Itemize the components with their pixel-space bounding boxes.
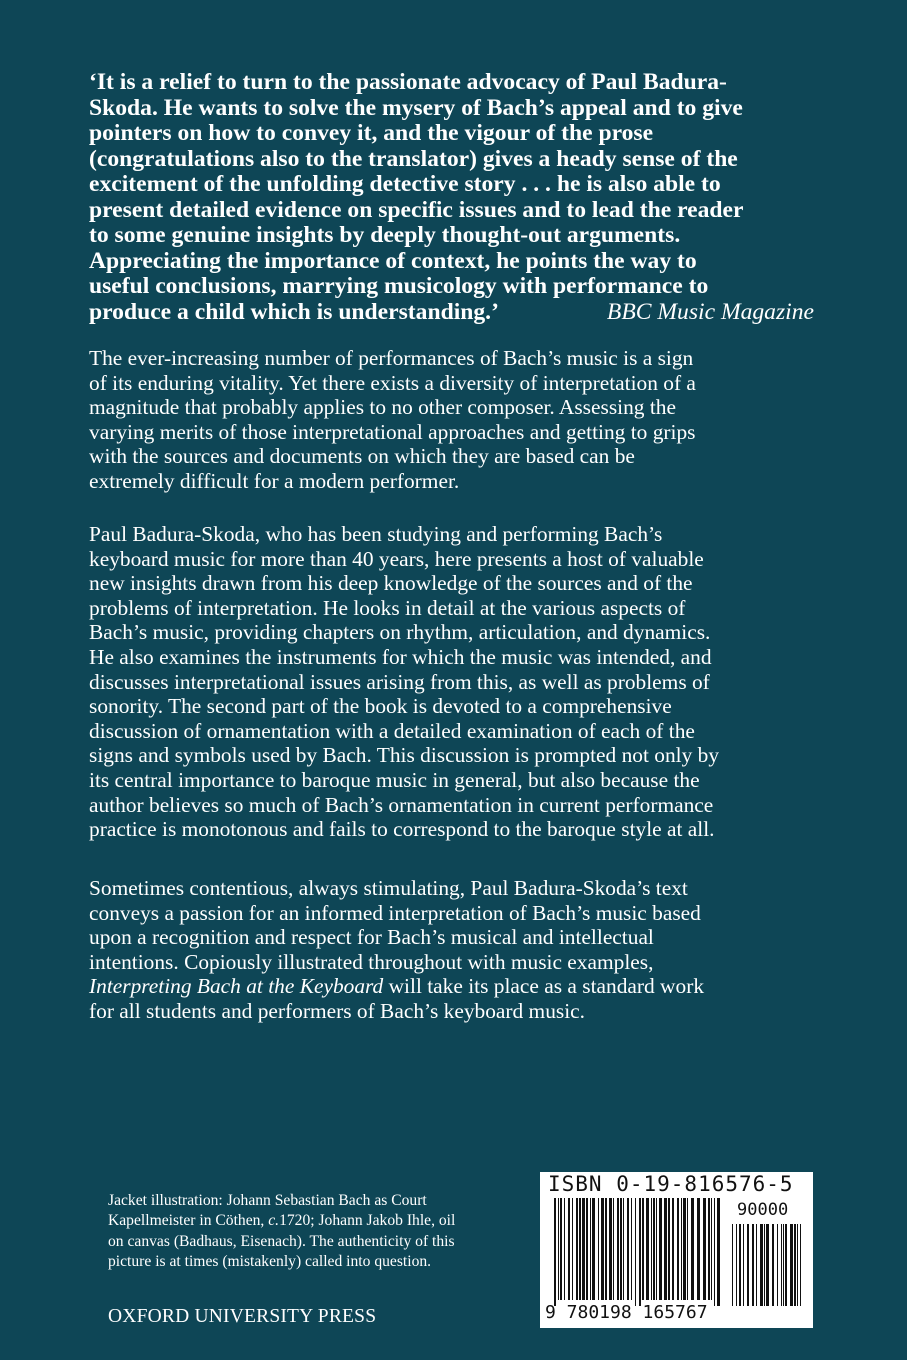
barcode-bar	[711, 1198, 712, 1300]
barcode-bar	[572, 1198, 573, 1300]
barcode-bar	[617, 1198, 619, 1300]
paragraph-line: author believes so much of Bach’s ornamentation in current performance	[89, 792, 714, 817]
book-title: Interpreting Bach at the Keyboard	[89, 974, 384, 999]
barcode-bar	[677, 1198, 679, 1300]
barcode-bar	[586, 1198, 588, 1300]
barcode-bar	[564, 1198, 565, 1300]
barcode-addon-bar	[783, 1224, 784, 1306]
barcode-bar	[620, 1198, 622, 1300]
paragraph-line: Sometimes contentious, always stimulating, Paul Badura-Skoda’s text	[89, 876, 688, 900]
barcode-bar	[646, 1198, 649, 1300]
paragraph-line: The ever-increasing number of performances of Bach’s music is a sign	[89, 346, 694, 370]
barcode-bar	[714, 1198, 715, 1306]
credit-text: Kapellmeister in Cöthen,	[108, 1212, 269, 1230]
quote-line: (congratulations also to the translator) gives a heady sense of the	[89, 145, 738, 172]
barcode-addon-bar	[800, 1224, 801, 1306]
quote-line: useful conclusions, marrying musicology with performance to	[89, 273, 709, 299]
paragraph-line: new insights drawn from his deep knowledge of the sources and of the	[89, 571, 693, 596]
barcode-bar	[568, 1198, 570, 1300]
paragraph-line: with the sources and documents on which they are based can be	[89, 444, 635, 469]
paragraph-line: of its enduring vitality. Yet there exists a diversity of interpretation of a	[89, 370, 696, 395]
barcode-bar	[642, 1198, 644, 1300]
barcode-bar	[590, 1198, 591, 1300]
price-code: 90000	[737, 1200, 789, 1220]
credit-line: Jacket illustration: Johann Sebastian Bach as Court	[108, 1192, 427, 1209]
paragraph-line: varying merits of those interpretational approaches and getting to grips	[89, 419, 696, 444]
barcode-addon-bar	[785, 1224, 787, 1306]
paragraph-line: signs and symbols used by Bach. This discussion is prompted not only by	[89, 743, 720, 768]
barcode-bar	[672, 1198, 674, 1300]
barcode-bar	[668, 1198, 670, 1300]
circa-abbrev: c.	[268, 1212, 280, 1230]
barcode-bar	[576, 1198, 578, 1300]
barcode-bar	[659, 1198, 662, 1300]
jacket-illustration-credit	[108, 1191, 528, 1273]
barcode-bar	[703, 1198, 706, 1300]
barcode-bar	[681, 1198, 682, 1300]
quote-line: present detailed evidence on specific issues and to lead the reader	[89, 196, 744, 223]
quote-line: ‘It is a relief to turn to the passionate advocacy of Paul Badura-	[89, 69, 727, 95]
paragraph-line: its central importance to baroque music in general, but also because the	[89, 767, 700, 792]
barcode-bar	[635, 1198, 636, 1306]
barcode-bar	[639, 1198, 641, 1306]
paragraph-line: keyboard music for more than 40 years, here presents a host of valuable	[89, 546, 704, 571]
barcode-bar	[601, 1198, 604, 1300]
barcode-bar	[598, 1198, 599, 1300]
isbn-number: ISBN 0-19-816576-5	[548, 1172, 794, 1196]
barcode-bar	[653, 1198, 655, 1300]
quote-line: Appreciating the importance of context, he points the way to	[89, 247, 697, 274]
barcode-bar	[651, 1198, 652, 1300]
barcode-addon-bar	[764, 1224, 765, 1306]
paragraph-text: will take its place as a standard work	[383, 974, 705, 999]
credit-text: 1720; Johann Jakob Ihle, oil	[279, 1212, 456, 1230]
barcode-bar	[560, 1198, 562, 1300]
paragraph-line-with-title	[89, 974, 829, 999]
barcode-bar	[582, 1198, 585, 1300]
paragraph-line: intentions. Copiously illustrated throughout with music examples,	[89, 949, 654, 974]
quote-line: excitement of the unfolding detective story . . . he is also able to	[89, 171, 721, 197]
credit-line: on canvas (Badhaus, Eisenach). The authenticity of this	[108, 1232, 455, 1250]
barcode-addon-bar	[756, 1224, 757, 1306]
paragraph-line: for all students and performers of Bach’s keyboard music.	[89, 998, 586, 1023]
paragraph-line: extremely difficult for a modern performer.	[89, 468, 460, 493]
barcode-bar	[717, 1198, 720, 1306]
barcode-addon-bar	[781, 1224, 782, 1306]
quote-source: BBC Music Magazine	[606, 298, 814, 325]
barcode-bar	[558, 1198, 559, 1300]
paragraph-line: problems of interpretation. He looks in detail at the various aspects of	[89, 595, 686, 620]
paragraph-line: discussion of ornamentation with a detailed examination of each of the	[89, 718, 695, 743]
barcode-addon-bar	[743, 1224, 744, 1306]
barcode-bar	[554, 1198, 556, 1306]
isbn-barcode	[540, 1172, 813, 1328]
description-paragraph-1	[89, 346, 829, 494]
barcode-bar	[687, 1198, 688, 1300]
barcode-bar	[664, 1198, 667, 1300]
barcode-addon-bar	[739, 1224, 741, 1306]
paragraph-line: conveys a passion for an informed interpretation of Bach’s music based	[89, 900, 701, 925]
description-paragraph-2	[89, 522, 829, 842]
quote-line-last	[89, 300, 829, 326]
barcode-addon-bar	[797, 1224, 798, 1306]
barcode-addon-bar	[752, 1224, 754, 1306]
quote-line: Skoda. He wants to solve the mysery of Bach’s appeal and to give	[89, 94, 743, 121]
barcode-bar	[592, 1198, 595, 1300]
quote-line: produce a child which is understanding.’	[89, 298, 499, 325]
barcode-bar	[605, 1198, 607, 1300]
paragraph-line: Bach’s music, providing chapters on rhythm, articulation, and dynamics.	[89, 620, 711, 645]
quote-line: to some genuine insights by deeply thought-out arguments.	[89, 222, 681, 248]
barcode-bar	[697, 1198, 700, 1300]
credit-line: picture is at times (mistakenly) called into question.	[108, 1253, 432, 1271]
quote-line: pointers on how to convey it, and the vigour of the prose	[89, 120, 654, 146]
barcode-addon-bar	[732, 1224, 733, 1306]
barcode-bar	[683, 1198, 686, 1300]
barcode-bar	[627, 1198, 629, 1300]
barcode-bar	[623, 1198, 624, 1300]
barcode-addon-bar	[777, 1224, 778, 1306]
barcode-bar	[613, 1198, 614, 1300]
paragraph-line: discusses interpretational issues arising from this, as well as problems of	[89, 669, 710, 694]
barcode-addon-bar	[736, 1224, 737, 1306]
paragraph-line: magnitude that probably applies to no other composer. Assessing the	[89, 395, 676, 420]
paragraph-line: practice is monotonous and fails to correspond to the baroque style at all.	[89, 817, 715, 842]
barcode-bar	[631, 1198, 632, 1300]
barcode-addon-bar	[760, 1224, 763, 1306]
barcode-bar	[708, 1198, 710, 1300]
barcode-bar	[609, 1198, 612, 1300]
barcode-bar	[691, 1198, 694, 1300]
ean-number: 9 780198 165767	[545, 1302, 708, 1323]
barcode-addon-bar	[794, 1224, 796, 1306]
paragraph-line: sonority. The second part of the book is devoted to a comprehensive	[89, 694, 672, 719]
paragraph-line: upon a recognition and respect for Bach’s musical and intellectual	[89, 925, 654, 950]
paragraph-line: He also examines the instruments for which the music was intended, and	[89, 644, 712, 669]
publisher-name: OXFORD UNIVERSITY PRESS	[108, 1306, 377, 1327]
barcode-bar	[579, 1198, 581, 1300]
barcode-addon-bar	[766, 1224, 769, 1306]
barcode-addon-bar	[790, 1224, 793, 1306]
description-paragraph-3	[89, 876, 829, 1024]
paragraph-line: Paul Badura-Skoda, who has been studying and performing Bach’s	[89, 522, 663, 546]
credit-line	[108, 1211, 528, 1231]
review-quote	[89, 70, 829, 325]
barcode-addon-bar	[772, 1224, 774, 1306]
barcode-bar	[656, 1198, 657, 1300]
barcode-addon-bar	[747, 1224, 749, 1306]
